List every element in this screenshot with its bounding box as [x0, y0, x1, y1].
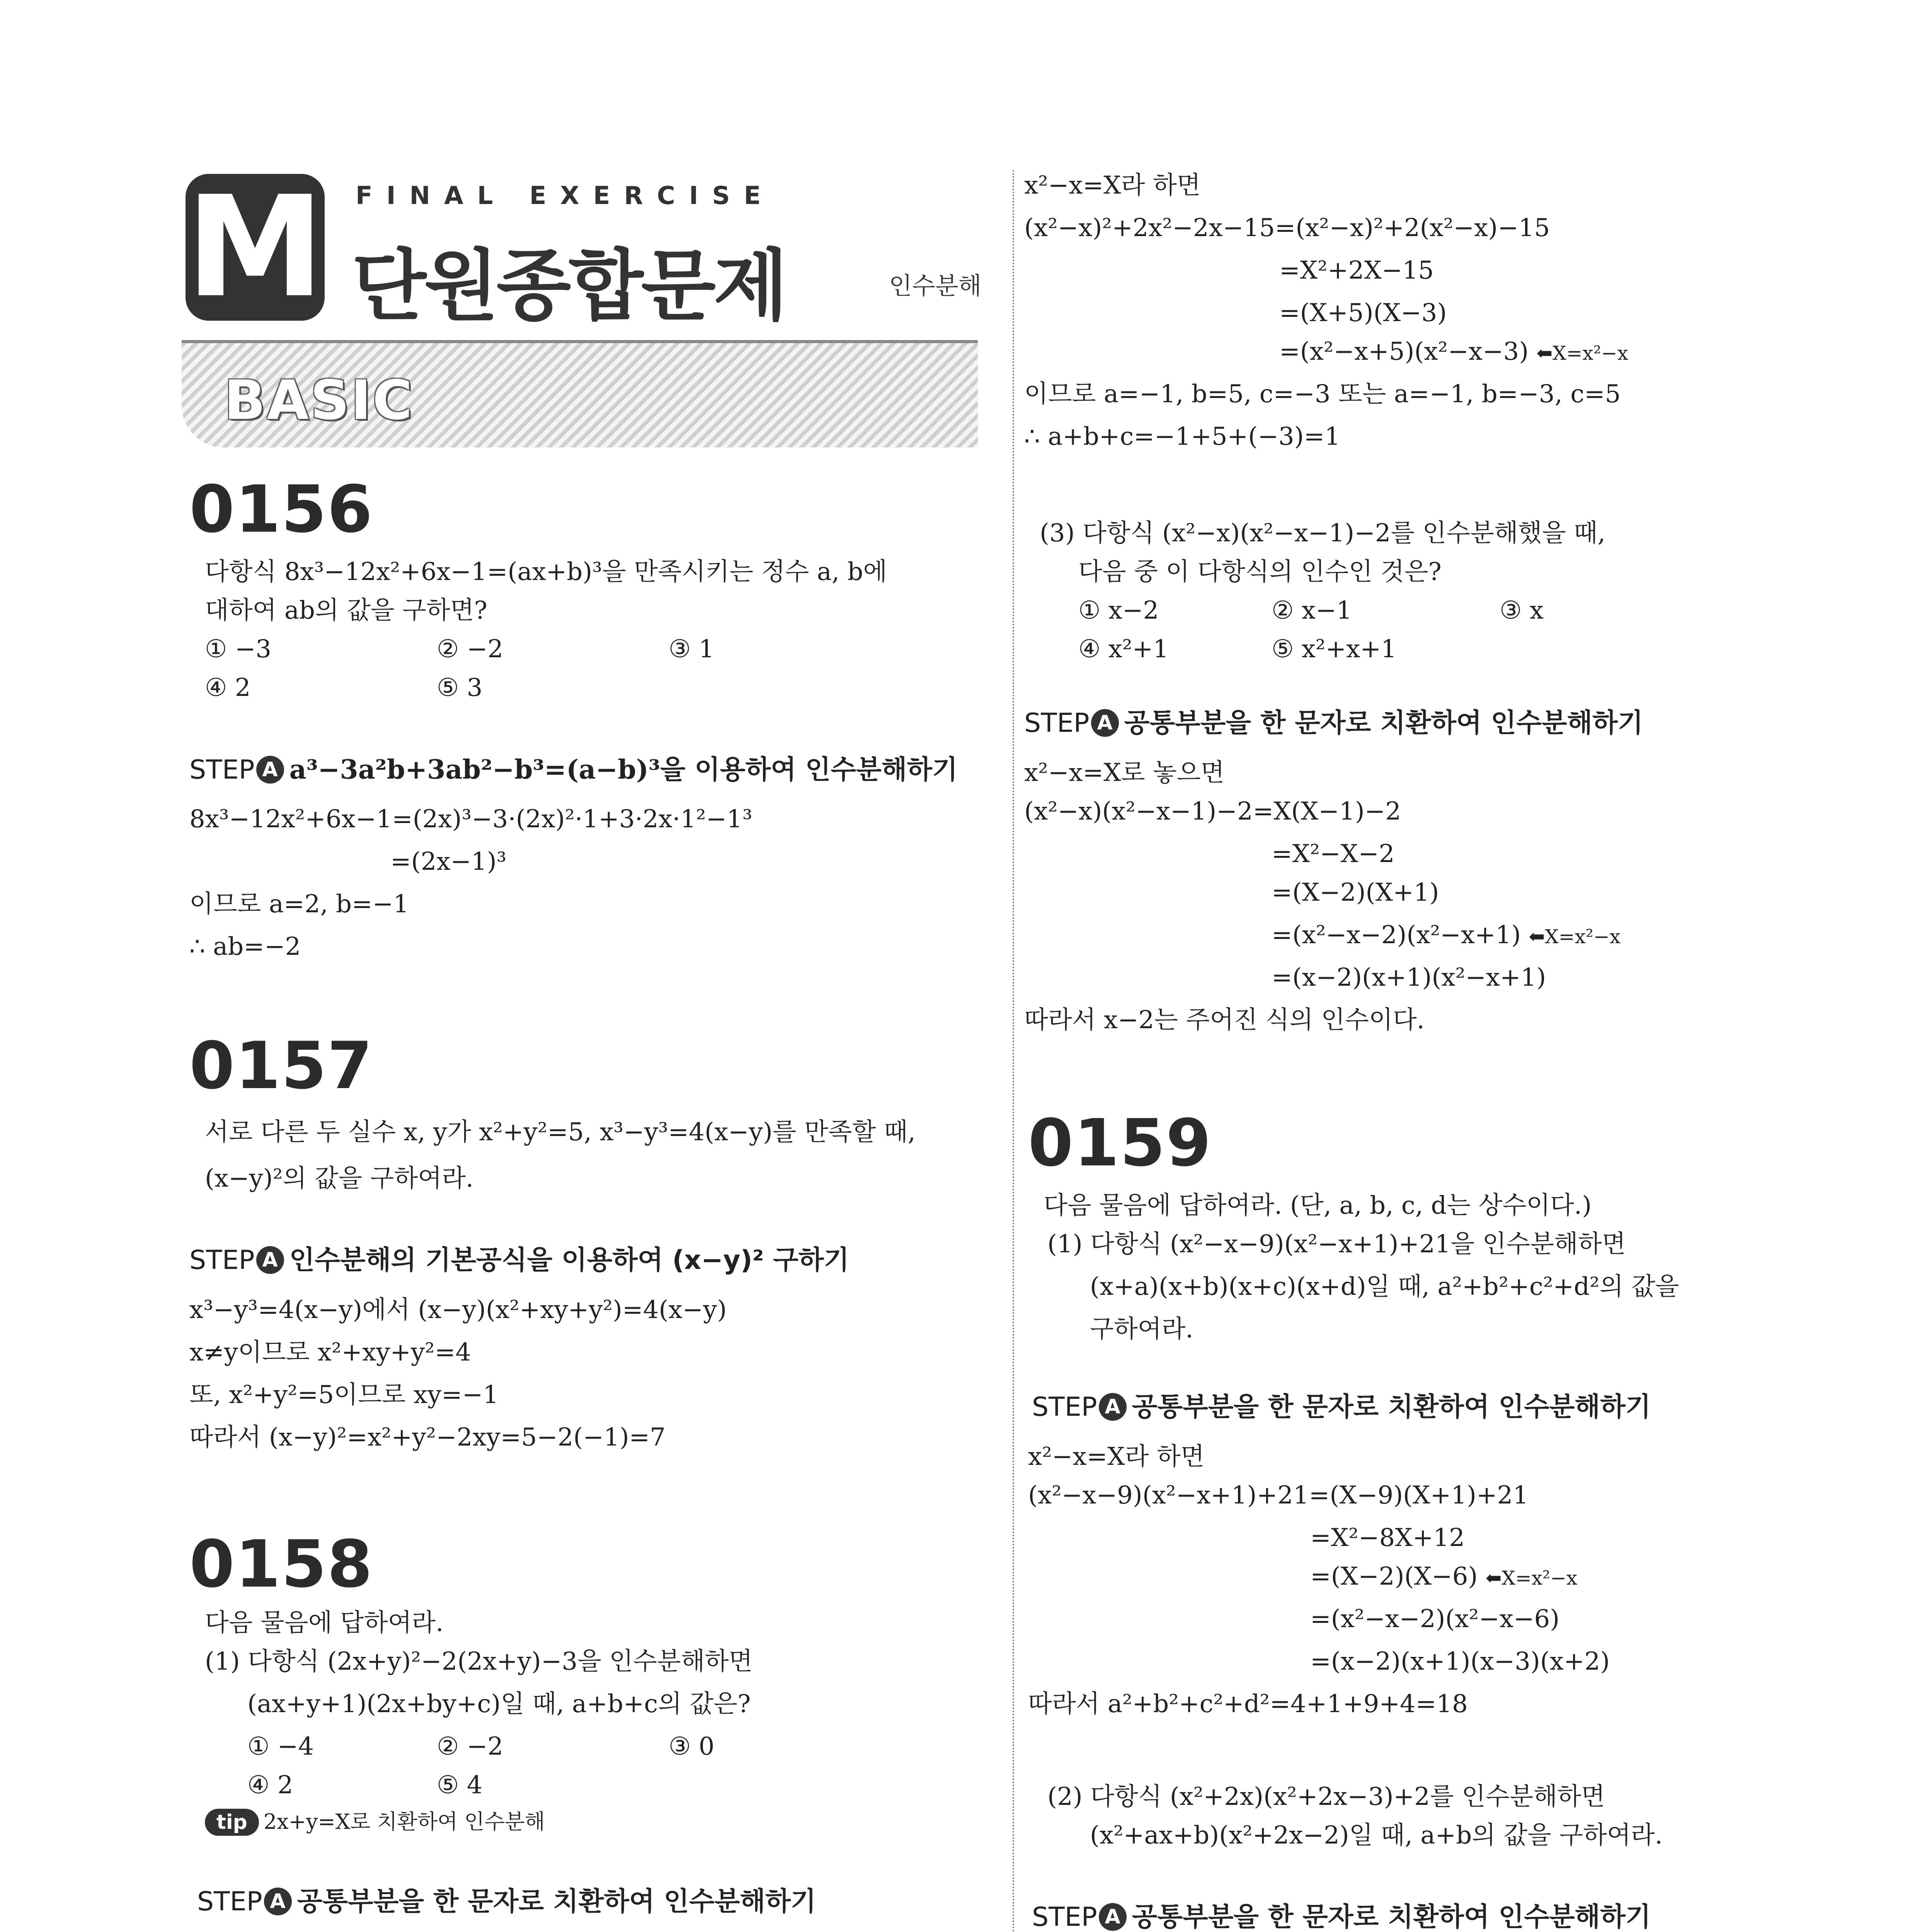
page-title: 단원종합문제: [352, 241, 786, 331]
problem-number-0158: 0158: [189, 1526, 373, 1602]
substitution-note: ⬅X=x²−x: [1485, 1567, 1578, 1589]
solution-line: x²−x=X로 놓으면: [1024, 759, 1225, 787]
option-5: ⑤ 3: [437, 673, 483, 702]
option-1: ① −4: [247, 1732, 314, 1761]
solution-line: 이므로 a=2, b=−1: [189, 890, 409, 918]
step-heading: [189, 753, 958, 787]
substitution-note: ⬅X=x²−x: [1529, 925, 1621, 948]
solution-line: =(x−2)(x+1)(x−3)(x+2): [1310, 1647, 1610, 1676]
solution-line: 따라서 x−2는 주어진 식의 인수이다.: [1024, 1006, 1425, 1034]
option-4: ④ x²+1: [1078, 635, 1169, 663]
solution-line: =(X−2)(X+1): [1272, 878, 1439, 907]
step-label: STEP: [1032, 1902, 1097, 1932]
solution-line: =(2x−1)³: [390, 847, 507, 876]
option-3: ③ 1: [669, 635, 715, 663]
question-line: 대하여 ab의 값을 구하면?: [205, 596, 487, 625]
question-line: (3) 다항식 (x²−x)(x²−x−1)−2를 인수분해했을 때,: [1040, 519, 1605, 548]
step-badge: A: [256, 1246, 284, 1274]
step-badge: A: [264, 1888, 292, 1915]
question-line: (ax+y+1)(2x+by+c)일 때, a+b+c의 값은?: [247, 1690, 751, 1718]
step-heading: [189, 1244, 849, 1277]
option-4: ④ 2: [247, 1771, 293, 1799]
solution-line: x≠y이므로 x²+xy+y²=4: [189, 1338, 472, 1367]
solution-line: =(X+5)(X−3): [1279, 299, 1447, 327]
question-line: 다음 물음에 답하여라.: [205, 1609, 444, 1637]
step-badge: A: [256, 756, 284, 784]
option-2: ② −2: [437, 635, 504, 663]
step-heading: [197, 1886, 816, 1918]
question-line: (x+a)(x+b)(x+c)(x+d)일 때, a²+b²+c²+d²의 값을: [1090, 1272, 1679, 1301]
solution-line: [1279, 336, 1628, 369]
step-title: 공통부분을 한 문자로 치환하여 인수분해하기: [1132, 1392, 1651, 1422]
solution-line: [1272, 920, 1621, 952]
solution-line: 8x³−12x²+6x−1=(2x)³−3·(2x)²·1+3·2x·1²−1³: [189, 805, 752, 833]
solution-line: =X²−8X+12: [1310, 1524, 1465, 1552]
solution-line: ∴ ab=−2: [189, 932, 301, 961]
solution-line: x³−y³=4(x−y)에서 (x−y)(x²+xy+y²)=4(x−y): [189, 1296, 727, 1324]
option-5: ⑤ 4: [437, 1771, 483, 1799]
solution-text: =(x²−x+5)(x²−x−3): [1279, 337, 1529, 366]
solution-line: 또, x²+y²=5이므로 xy=−1: [189, 1381, 499, 1409]
solution-line: (x²−x−9)(x²−x+1)+21=(X−9)(X+1)+21: [1028, 1481, 1529, 1510]
step-badge: A: [1091, 709, 1119, 737]
option-3: ③ 0: [669, 1732, 715, 1761]
option-5: ⑤ x²+x+1: [1272, 635, 1397, 663]
section-label: BASIC: [224, 369, 414, 432]
question-line: 구하여라.: [1090, 1315, 1193, 1344]
problem-number-0159: 0159: [1028, 1105, 1212, 1181]
step-title: 공통부분을 한 문자로 치환하여 인수분해하기: [297, 1886, 816, 1917]
option-1: ① x−2: [1078, 596, 1159, 625]
solution-line: 이므로 a=−1, b=5, c=−3 또는 a=−1, b=−3, c=5: [1024, 380, 1621, 408]
question-line: 서로 다른 두 실수 x, y가 x²+y²=5, x³−y³=4(x−y)를 만족할 때,: [205, 1118, 916, 1146]
solution-line: (x²−x)²+2x²−2x−15=(x²−x)²+2(x²−x)−15: [1024, 214, 1550, 242]
step-badge: A: [1099, 1903, 1127, 1931]
option-2: ② x−1: [1272, 596, 1352, 625]
final-exercise-label: FINAL EXERCISE: [356, 182, 775, 210]
option-4: ④ 2: [205, 673, 251, 702]
option-1: ① −3: [205, 635, 272, 663]
step-title: 공통부분을 한 문자로 치환하여 인수분해하기: [1132, 1902, 1651, 1932]
step-heading: [1032, 1391, 1651, 1424]
step-label: STEP: [197, 1886, 262, 1917]
step-heading: [1024, 707, 1643, 740]
step-title: a³−3a²b+3ab²−b³=(a−b)³을 이용하여 인수분해하기: [289, 754, 958, 785]
solution-line: =(x²−x−2)(x²−x−6): [1310, 1605, 1560, 1633]
question-line: 다음 중 이 다항식의 인수인 것은?: [1078, 558, 1442, 586]
column-divider: [1013, 170, 1014, 1932]
chapter-label: 인수분해: [889, 272, 982, 300]
step-title: 공통부분을 한 문자로 치환하여 인수분해하기: [1124, 708, 1643, 738]
solution-text: =(x²−x−2)(x²−x+1): [1272, 921, 1521, 949]
question-line: 다음 물음에 답하여라. (단, a, b, c, d는 상수이다.): [1044, 1191, 1592, 1220]
solution-line: x²−x=X라 하면: [1028, 1442, 1205, 1471]
question-line: (x²+ax+b)(x²+2x−2)일 때, a+b의 값을 구하여라.: [1090, 1821, 1663, 1850]
solution-line: =X²−X−2: [1272, 840, 1395, 868]
solution-line: 따라서 a²+b²+c²+d²=4+1+9+4=18: [1028, 1690, 1468, 1718]
question-line: (1) 다항식 (x²−x−9)(x²−x+1)+21을 인수분해하면: [1047, 1230, 1626, 1259]
solution-line: (x²−x)(x²−x−1)−2=X(X−1)−2: [1024, 797, 1401, 826]
solution-line: x²−x=X라 하면: [1024, 171, 1201, 200]
question-line: 다항식 8x³−12x²+6x−1=(ax+b)³을 만족시키는 정수 a, b에: [205, 558, 887, 586]
m-logo-letter: M: [186, 166, 325, 328]
problem-number-0157: 0157: [189, 1028, 373, 1104]
option-3: ③ x: [1500, 596, 1544, 625]
question-line: (1) 다항식 (2x+y)²−2(2x+y)−3을 인수분해하면: [205, 1647, 753, 1676]
question-line: (x−y)²의 값을 구하여라.: [205, 1164, 474, 1193]
solution-line: 따라서 (x−y)²=x²+y²−2xy=5−2(−1)=7: [189, 1423, 666, 1452]
tip-label: tip: [205, 1809, 259, 1836]
tip-box: [205, 1808, 545, 1836]
problem-number-0156: 0156: [189, 471, 373, 547]
substitution-note: ⬅X=x²−x: [1536, 342, 1628, 364]
step-label: STEP: [1024, 708, 1090, 738]
tip-text: 2x+y=X로 치환하여 인수분해: [263, 1810, 545, 1834]
step-badge: A: [1099, 1393, 1127, 1421]
solution-text: =(X−2)(X−6): [1310, 1562, 1478, 1591]
m-logo: [186, 166, 325, 328]
option-2: ② −2: [437, 1732, 504, 1761]
step-label: STEP: [1032, 1392, 1097, 1422]
step-heading: [1032, 1901, 1651, 1932]
solution-line: =X²+2X−15: [1279, 256, 1434, 285]
step-title: 인수분해의 기본공식을 이용하여 (x−y)² 구하기: [289, 1245, 850, 1276]
question-line: (2) 다항식 (x²+2x)(x²+2x−3)+2를 인수분해하면: [1047, 1782, 1605, 1811]
solution-line: =(x−2)(x+1)(x²−x+1): [1272, 963, 1546, 992]
solution-line: [1310, 1561, 1577, 1594]
step-label: STEP: [189, 755, 255, 785]
solution-line: ∴ a+b+c=−1+5+(−3)=1: [1024, 422, 1340, 451]
step-label: STEP: [189, 1245, 255, 1276]
